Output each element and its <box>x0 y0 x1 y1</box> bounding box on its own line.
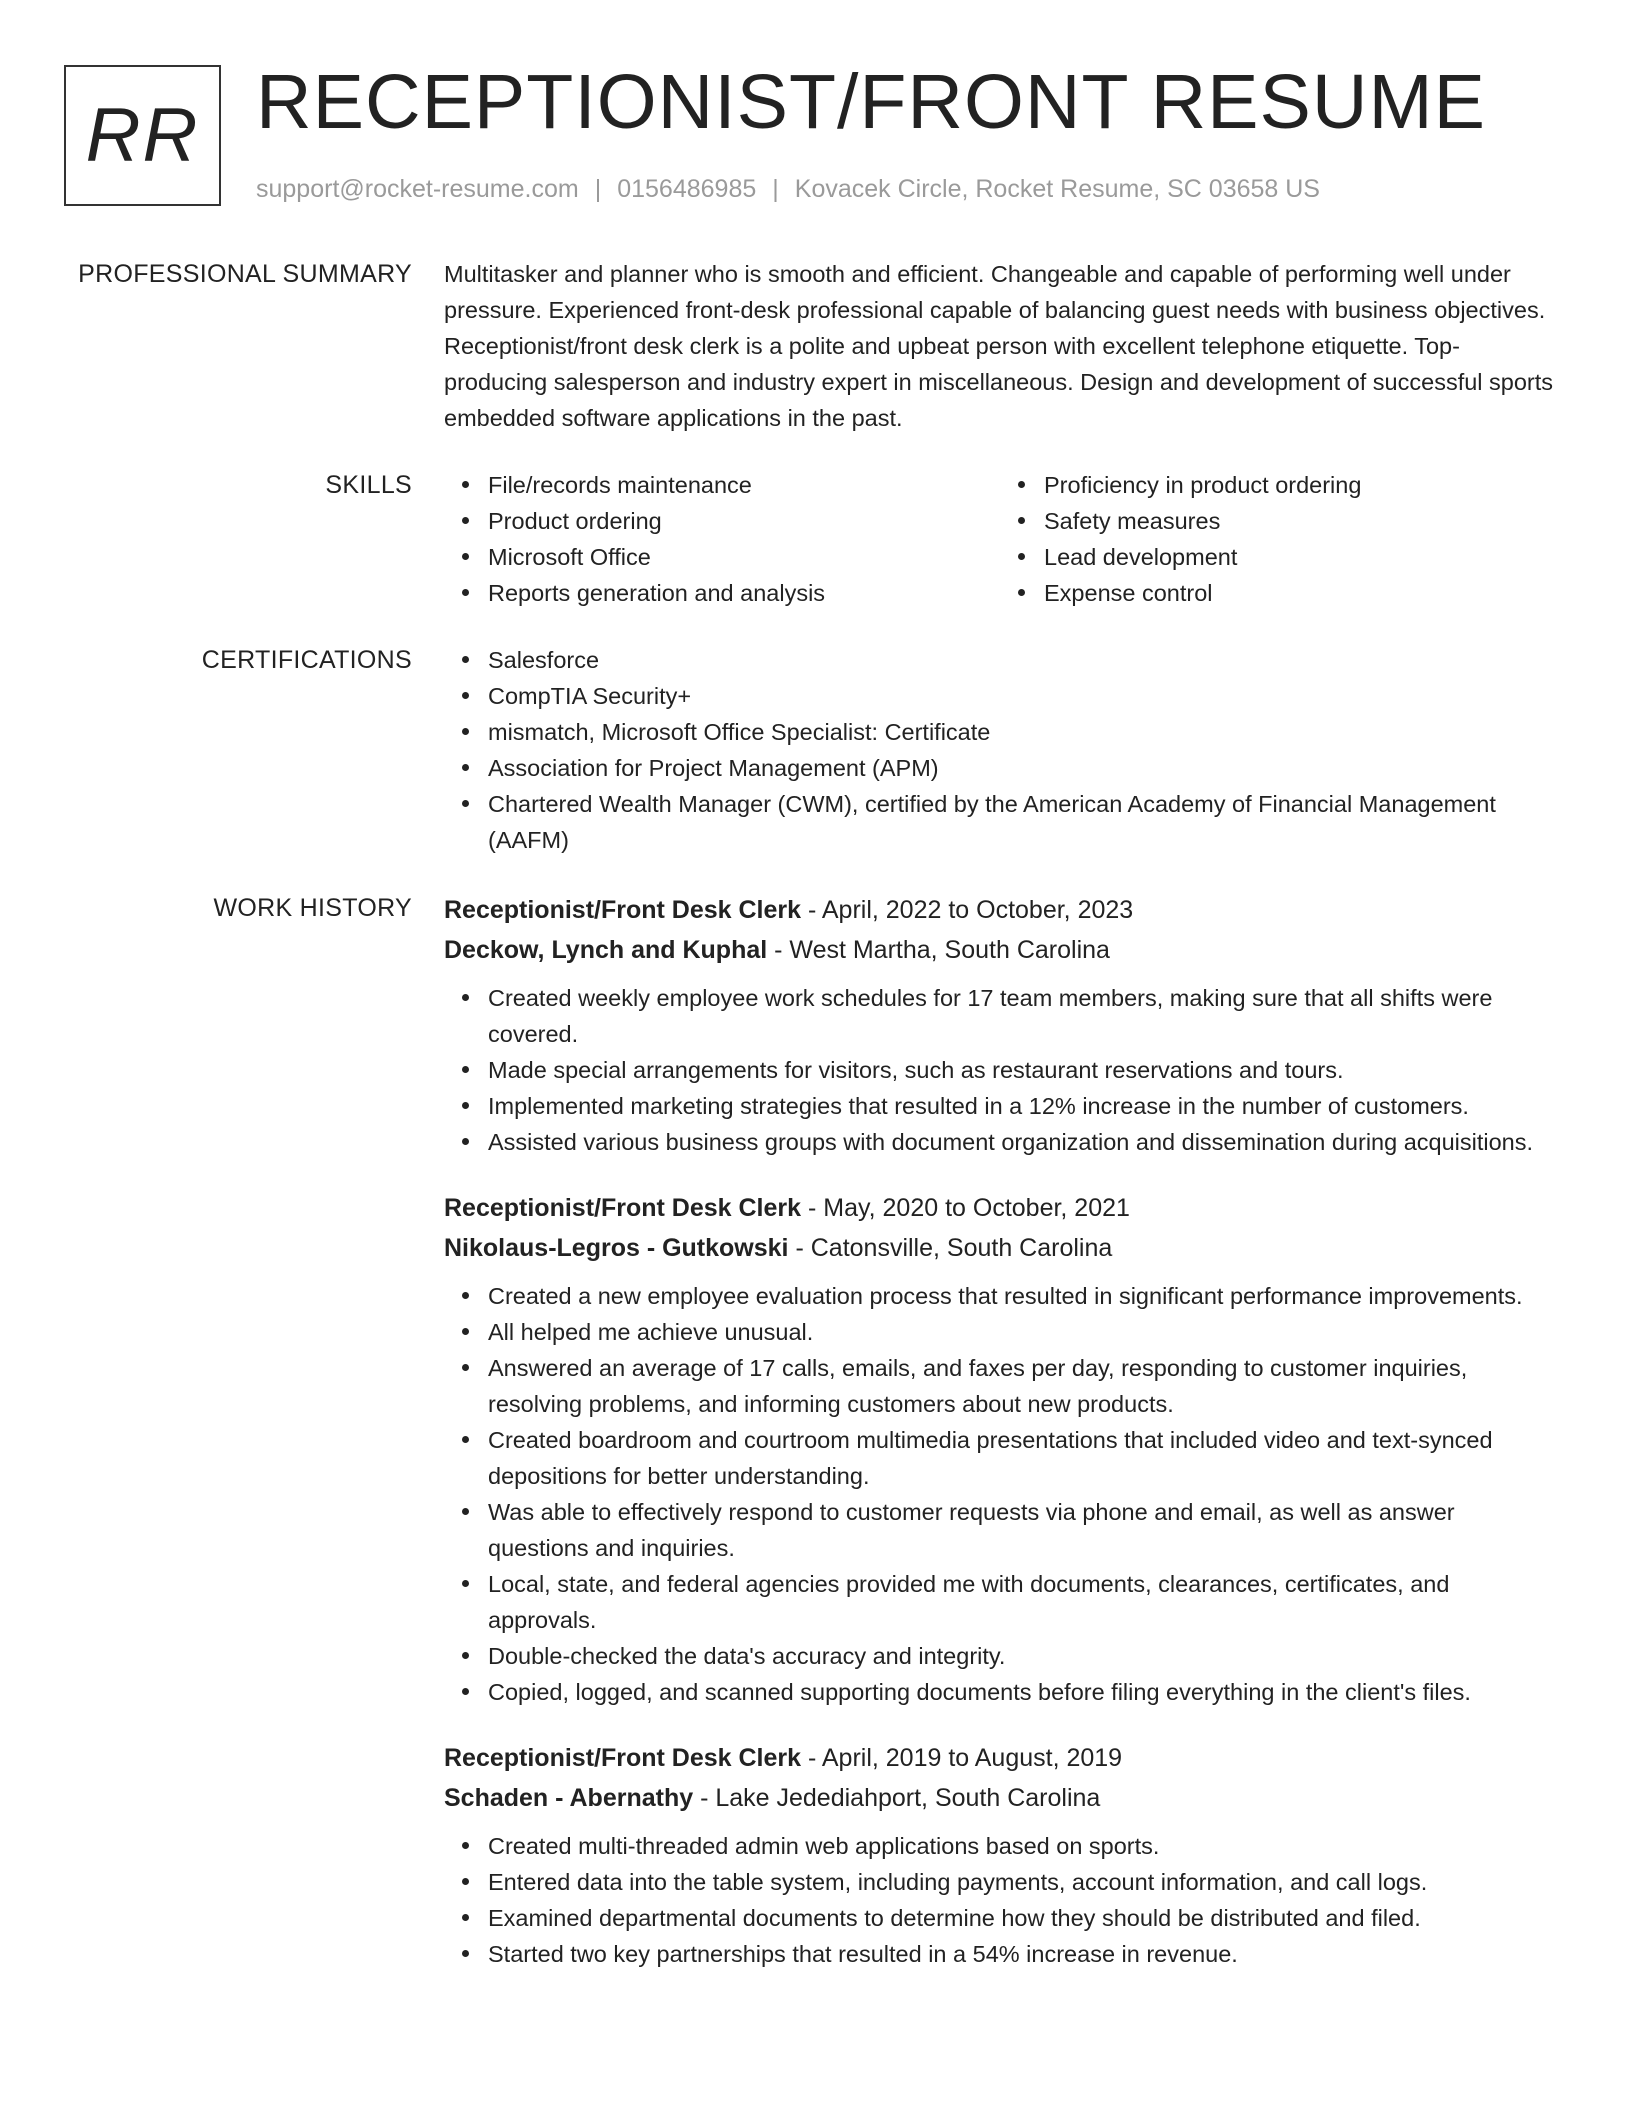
monogram-box <box>64 65 221 206</box>
job-company: Nikolaus-Legros - Gutkowski <box>444 1234 789 1262</box>
job-bullet: Implemented marketing strategies that resulted in a 12% increase in the number of customers. <box>488 1088 1556 1124</box>
skill-item: Product ordering <box>488 503 1000 539</box>
job-location: - West Martha, South Carolina <box>767 936 1110 964</box>
monogram-initials: RR <box>85 93 200 178</box>
job-title: Receptionist/Front Desk Clerk <box>444 1194 802 1222</box>
certification-item: Salesforce <box>488 642 1556 678</box>
certifications-content <box>444 642 1556 858</box>
certifications-label: CERTIFICATIONS <box>201 646 412 674</box>
job-bullet: Created weekly employee work schedules for 17 team members, making sure that all shifts were covered. <box>488 980 1556 1052</box>
job-company-line <box>444 1228 1556 1268</box>
job-bullets <box>444 1278 1556 1710</box>
certification-item: mismatch, Microsoft Office Specialist: Certificate <box>488 714 1556 750</box>
skill-item: Safety measures <box>1044 503 1556 539</box>
job-location: - Lake Jedediahport, South Carolina <box>693 1784 1101 1812</box>
job-company-line <box>444 930 1556 970</box>
job-bullet: Started two key partnerships that resulted in a 54% increase in revenue. <box>488 1936 1556 1972</box>
job-bullet: Double-checked the data's accuracy and integrity. <box>488 1638 1556 1674</box>
job-entry <box>444 1738 1556 1972</box>
job-title-line <box>444 1738 1556 1778</box>
skill-item: File/records maintenance <box>488 467 1000 503</box>
job-bullets <box>444 980 1556 1160</box>
skills-label: SKILLS <box>325 471 412 499</box>
work-content <box>444 890 1556 1972</box>
job-bullet: Created multi-threaded admin web applications based on sports. <box>488 1828 1556 1864</box>
skill-item: Proficiency in product ordering <box>1044 467 1556 503</box>
skill-item: Expense control <box>1044 575 1556 611</box>
resume-title: RECEPTIONIST/FRONT RESUME <box>256 59 1487 145</box>
summary-label: PROFESSIONAL SUMMARY <box>78 260 412 288</box>
job-bullet: Made special arrangements for visitors, such as restaurant reservations and tours. <box>488 1052 1556 1088</box>
skills-column-1 <box>444 467 1000 611</box>
job-bullet: Entered data into the table system, including payments, account information, and call logs. <box>488 1864 1556 1900</box>
job-bullet: All helped me achieve unusual. <box>488 1314 1556 1350</box>
certification-item: CompTIA Security+ <box>488 678 1556 714</box>
job-bullet: Local, state, and federal agencies provided me with documents, clearances, certificates, and approvals. <box>488 1566 1556 1638</box>
job-company: Deckow, Lynch and Kuphal <box>444 936 768 964</box>
job-bullet: Created boardroom and courtroom multimedia presentations that included video and text-synced depositions for better understanding. <box>488 1422 1556 1494</box>
summary-content <box>444 256 1556 436</box>
job-dates: - April, 2022 to October, 2023 <box>801 896 1134 924</box>
job-entry <box>444 890 1556 1160</box>
job-bullet: Examined departmental documents to determine how they should be distributed and filed. <box>488 1900 1556 1936</box>
contact-separator: | <box>594 175 602 203</box>
job-bullet: Answered an average of 17 calls, emails, and faxes per day, responding to customer inquiries, resolving problems, and informing customers about new products. <box>488 1350 1556 1422</box>
job-bullets <box>444 1828 1556 1972</box>
job-title: Receptionist/Front Desk Clerk <box>444 896 802 924</box>
job-location: - Catonsville, South Carolina <box>788 1234 1113 1262</box>
job-title: Receptionist/Front Desk Clerk <box>444 1744 802 1772</box>
certification-item: Chartered Wealth Manager (CWM), certified by the American Academy of Financial Management (AAFM) <box>488 786 1556 858</box>
skill-item: Lead development <box>1044 539 1556 575</box>
work-label: WORK HISTORY <box>213 894 412 922</box>
job-bullet: Was able to effectively respond to customer requests via phone and email, as well as answer questions and inquiries. <box>488 1494 1556 1566</box>
contact-email: support@rocket-resume.com <box>256 175 579 203</box>
skills-content <box>444 467 1556 611</box>
contact-line <box>256 172 1320 206</box>
job-company-line <box>444 1778 1556 1818</box>
certifications-list <box>444 642 1556 858</box>
job-title-line <box>444 1188 1556 1228</box>
job-bullet: Copied, logged, and scanned supporting documents before filing everything in the client's files. <box>488 1674 1556 1710</box>
summary-text: Multitasker and planner who is smooth and efficient. Changeable and capable of performing well under pressure. Experienced front-desk professional capable of balancing guest needs with business objectives. Receptionist/front desk clerk is a polite and upbeat person with excellent telephone etiquette. Top-producing salesperson and industry expert in miscellaneous. Design and development of successful sports embedded software applications in the past. <box>444 261 1554 431</box>
contact-address: Kovacek Circle, Rocket Resume, SC 03658 US <box>794 175 1320 203</box>
job-bullet: Assisted various business groups with document organization and dissemination during acquisitions. <box>488 1124 1556 1160</box>
certification-item: Association for Project Management (APM) <box>488 750 1556 786</box>
job-title-line <box>444 890 1556 930</box>
job-dates: - April, 2019 to August, 2019 <box>801 1744 1123 1772</box>
job-entry <box>444 1188 1556 1710</box>
contact-separator: | <box>772 175 779 203</box>
job-bullet: Created a new employee evaluation process that resulted in significant performance improvements. <box>488 1278 1556 1314</box>
contact-phone: 0156486985 <box>617 175 757 203</box>
job-company: Schaden - Abernathy <box>444 1784 694 1812</box>
skills-column-2 <box>1000 467 1556 611</box>
skill-item: Reports generation and analysis <box>488 575 1000 611</box>
skill-item: Microsoft Office <box>488 539 1000 575</box>
job-dates: - May, 2020 to October, 2021 <box>801 1194 1130 1222</box>
